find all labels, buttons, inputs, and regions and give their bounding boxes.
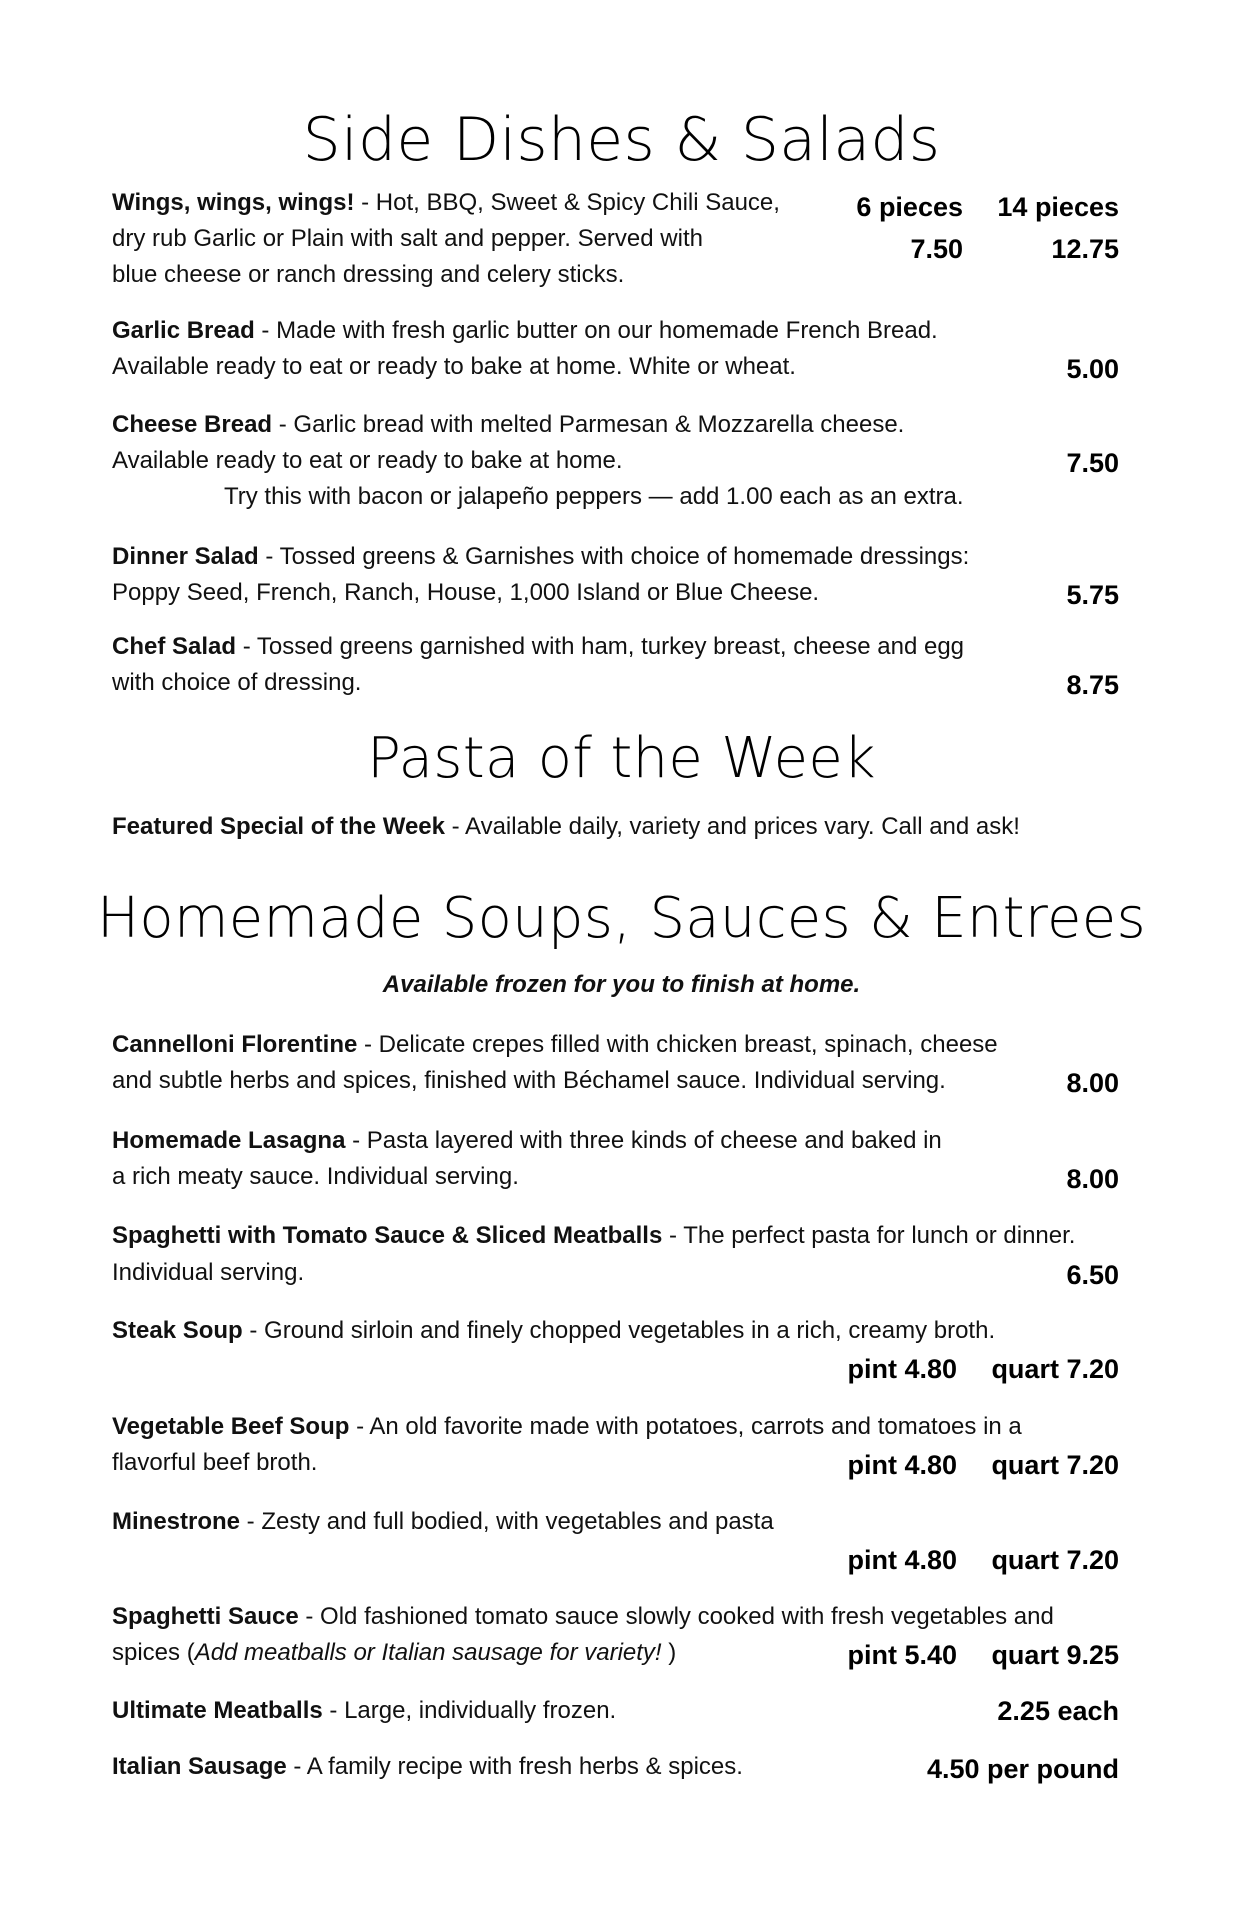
cheese-bread-line-3: Try this with bacon or jalapeño peppers — add 1.00 each as an extra. xyxy=(224,483,964,510)
cheese-bread-price: 7.50 xyxy=(1066,448,1119,478)
lasagna-line-1 xyxy=(112,1126,942,1156)
menu-item-pasta-special xyxy=(112,812,1020,842)
item-name: Steak Soup xyxy=(112,1317,243,1344)
item-desc: - Zesty and full bodied, with vegetables and pasta xyxy=(240,1508,774,1535)
heading-pasta-of-week: Pasta of the Week xyxy=(367,726,876,791)
dinner-salad-line-2: Poppy Seed, French, Ranch, House, 1,000 Island or Blue Cheese. xyxy=(112,579,820,606)
desc-pre: spices ( xyxy=(112,1639,195,1666)
wings-col1-header: 6 pieces xyxy=(856,192,963,222)
item-desc: - Ground sirloin and finely chopped vegetables in a rich, creamy broth. xyxy=(242,1317,996,1344)
item-name: Italian Sausage xyxy=(112,1753,287,1780)
meatballs-line-1 xyxy=(112,1696,616,1726)
dinner-salad-price: 5.75 xyxy=(1066,580,1119,610)
item-name: Chef Salad xyxy=(112,633,237,660)
wings-line-2: dry rub Garlic or Plain with salt and pepper. Served with xyxy=(112,225,703,252)
chef-salad-price: 8.75 xyxy=(1066,670,1119,700)
veg-beef-line-1 xyxy=(112,1412,1022,1442)
item-name: Spaghetti with Tomato Sauce & Sliced Meatballs xyxy=(112,1222,663,1249)
item-desc: - Large, individually frozen. xyxy=(322,1697,617,1724)
item-name: Spaghetti Sauce xyxy=(112,1603,299,1630)
veg-beef-line-2: flavorful beef broth. xyxy=(112,1449,318,1476)
cannelloni-line-2: and subtle herbs and spices, finished with Béchamel sauce. Individual serving. xyxy=(112,1067,946,1094)
item-desc: - Delicate crepes filled with chicken breast, spinach, cheese xyxy=(357,1031,998,1058)
item-desc: - Tossed greens & Garnishes with choice of homemade dressings: xyxy=(258,543,970,570)
item-name: Ultimate Meatballs xyxy=(112,1697,323,1724)
meatballs-price: 2.25 each xyxy=(997,1696,1119,1726)
lasagna-price: 8.00 xyxy=(1066,1164,1119,1194)
item-desc: - A family recipe with fresh herbs & spices. xyxy=(286,1753,743,1780)
cannelloni-price: 8.00 xyxy=(1066,1068,1119,1098)
item-desc: - An old favorite made with potatoes, carrots and tomatoes in a xyxy=(349,1413,1022,1440)
item-desc: - Garlic bread with melted Parmesan & Mozzarella cheese. xyxy=(272,411,905,438)
item-name: Minestrone xyxy=(112,1508,241,1535)
item-desc: - Tossed greens garnished with ham, turkey breast, cheese and egg xyxy=(236,633,965,660)
item-desc: - The perfect pasta for lunch or dinner. xyxy=(662,1222,1076,1249)
wings-col2-header: 14 pieces xyxy=(997,192,1119,222)
sausage-price: 4.50 per pound xyxy=(926,1754,1119,1784)
wings-line-3: blue cheese or ranch dressing and celery sticks. xyxy=(112,261,625,288)
minestrone-quart-price: quart 7.20 xyxy=(991,1545,1119,1575)
item-name: Featured Special of the Week xyxy=(112,813,445,840)
heading-soups-sauces-entrees: Homemade Soups, Sauces & Entrees xyxy=(96,886,1147,951)
item-name: Garlic Bread xyxy=(112,317,255,344)
spaghetti-sauce-line-2 xyxy=(112,1638,676,1668)
chef-salad-line-1 xyxy=(112,632,964,662)
lasagna-line-2: a rich meaty sauce. Individual serving. xyxy=(112,1163,519,1190)
garlic-bread-line-2: Available ready to eat or ready to bake at home. White or wheat. xyxy=(112,353,796,380)
minestrone-line-1 xyxy=(112,1507,774,1537)
steak-soup-pint-price: pint 4.80 xyxy=(847,1354,957,1384)
spaghetti-meatballs-line-2: Individual serving. xyxy=(112,1259,305,1286)
wings-line-1 xyxy=(112,188,780,218)
item-name: Vegetable Beef Soup xyxy=(112,1413,350,1440)
heading-side-dishes: Side Dishes & Salads xyxy=(302,105,941,175)
wings-col2-price: 12.75 xyxy=(1051,234,1119,264)
spaghetti-sauce-line-1 xyxy=(112,1602,1054,1632)
spaghetti-meatballs-line-1 xyxy=(112,1221,1075,1251)
veg-beef-quart-price: quart 7.20 xyxy=(991,1450,1119,1480)
item-desc: - Hot, BBQ, Sweet & Spicy Chili Sauce, xyxy=(354,189,780,216)
desc-post: ) xyxy=(661,1639,677,1666)
minestrone-pint-price: pint 4.80 xyxy=(847,1545,957,1575)
item-name: Dinner Salad xyxy=(112,543,259,570)
sausage-line-1 xyxy=(112,1752,743,1782)
item-desc: - Old fashioned tomato sauce slowly cooked with fresh vegetables and xyxy=(298,1603,1054,1630)
steak-soup-line-1 xyxy=(112,1316,995,1346)
item-name: Cannelloni Florentine xyxy=(112,1031,358,1058)
veg-beef-pint-price: pint 4.80 xyxy=(847,1450,957,1480)
cheese-bread-line-2: Available ready to eat or ready to bake at home. xyxy=(112,447,623,474)
dinner-salad-line-1 xyxy=(112,542,969,572)
cannelloni-line-1 xyxy=(112,1030,998,1060)
spaghetti-meatballs-price: 6.50 xyxy=(1066,1260,1119,1290)
item-desc: - Made with fresh garlic butter on our homemade French Bread. xyxy=(254,317,938,344)
item-name: Wings, wings, wings! xyxy=(112,189,355,216)
chef-salad-line-2: with choice of dressing. xyxy=(112,669,362,696)
item-name: Cheese Bread xyxy=(112,411,273,438)
garlic-bread-line-1 xyxy=(112,316,938,346)
item-name: Homemade Lasagna xyxy=(112,1127,346,1154)
cheese-bread-line-1 xyxy=(112,410,904,440)
soups-frozen-note: Available frozen for you to finish at home. xyxy=(382,971,861,998)
spaghetti-sauce-quart-price: quart 9.25 xyxy=(991,1640,1119,1670)
item-desc: - Available daily, variety and prices vary. Call and ask! xyxy=(445,813,1020,840)
spaghetti-sauce-pint-price: pint 5.40 xyxy=(847,1640,957,1670)
steak-soup-quart-price: quart 7.20 xyxy=(991,1354,1119,1384)
item-desc: - Pasta layered with three kinds of cheese and baked in xyxy=(345,1127,942,1154)
wings-col1-price: 7.50 xyxy=(910,234,963,264)
garlic-bread-price: 5.00 xyxy=(1066,354,1119,384)
desc-italic-note: Add meatballs or Italian sausage for variety! xyxy=(194,1639,662,1666)
